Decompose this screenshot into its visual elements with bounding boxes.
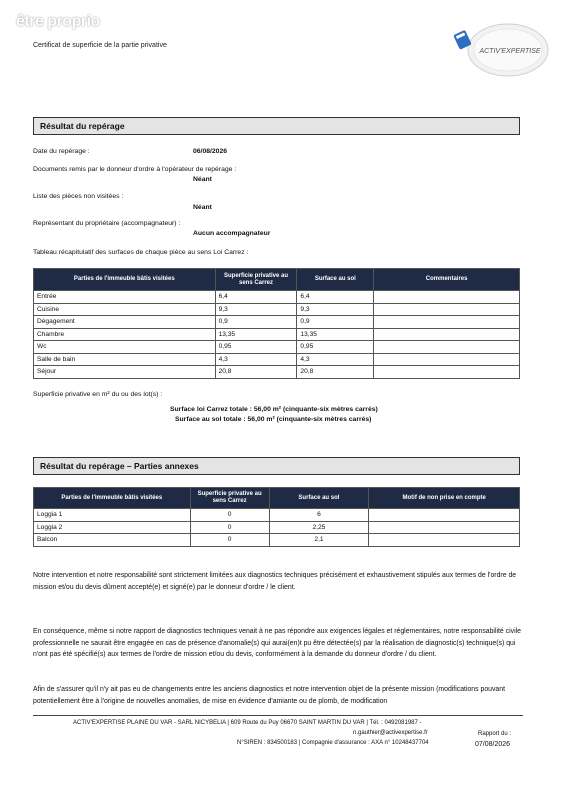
annexes-table: [33, 487, 520, 547]
table-header: Parties de l'immeuble bâtis visitées: [34, 488, 191, 509]
svg-text:ACTIV'EXPERTISE: ACTIV'EXPERTISE: [479, 48, 541, 55]
table-cell: 0: [190, 521, 269, 534]
company-logo: [452, 20, 552, 80]
table-cell: [374, 303, 520, 316]
table-cell: 13,35: [215, 328, 297, 341]
table-cell: 9,3: [215, 303, 297, 316]
table-cell: Salle de bain: [34, 353, 216, 366]
table-header: Surface au sol: [297, 269, 374, 291]
table-cell: 6,4: [297, 291, 374, 304]
table-cell: 20,8: [215, 366, 297, 379]
table-header: Surface au sol: [269, 488, 369, 509]
table-cell: 0: [190, 509, 269, 522]
table-row: [34, 366, 520, 379]
non-visited-label: Liste des pièces non visitées :: [33, 193, 124, 200]
table-header: Motif de non prise en compte: [369, 488, 520, 509]
table-cell: 4,3: [297, 353, 374, 366]
report-date-value: 07/08/2026: [475, 741, 511, 748]
table-header: Superficie privative au sens Carrez: [215, 269, 297, 291]
table-cell: 0: [190, 534, 269, 547]
document-title: Certificat de superficie de la partie privative: [33, 42, 167, 49]
table-row: [34, 341, 520, 354]
table-cell: [369, 509, 520, 522]
table-header-row: [34, 269, 520, 291]
table-cell: Cuisine: [34, 303, 216, 316]
documents-label: Documents remis par le donneur d'ordre à l'opérateur de repérage :: [33, 166, 237, 173]
table-cell: 13,35: [297, 328, 374, 341]
table-row: [34, 534, 520, 547]
total-sol: Surface au sol totale : 56,00 m² (cinquante-six mètres carrés): [175, 416, 372, 423]
table-cell: Dégagement: [34, 316, 216, 329]
table-row: [34, 291, 520, 304]
table-cell: 0,95: [215, 341, 297, 354]
footer-company-line: ACTIV'EXPERTISE PLAINE DU VAR - SARL NICYBELIA | 609 Route du Puy 06670 SAINT MARTIN DU VAR | Tél. : 0492081987 -: [73, 720, 422, 726]
table-cell: [374, 341, 520, 354]
date-label: Date du repérage :: [33, 148, 90, 155]
table-cell: 6: [269, 509, 369, 522]
table-cell: [374, 316, 520, 329]
section-title-annexes: Résultat du repérage – Parties annexes: [33, 457, 520, 475]
documents-value: Néant: [193, 176, 212, 183]
date-value: 06/08/2026: [193, 148, 228, 155]
superficie-label: Superficie privative en m² du ou des lot(s) :: [33, 391, 163, 398]
table-cell: 6,4: [215, 291, 297, 304]
table-header: Parties de l'immeuble bâtis visitées: [34, 269, 216, 291]
table-cell: [369, 534, 520, 547]
table-cell: 2,1: [269, 534, 369, 547]
table-cell: 0,9: [215, 316, 297, 329]
table-intro: Tableau récapitulatif des surfaces de chaque pièce au sens Loi Carrez :: [33, 249, 249, 256]
watermark: être proprio: [16, 13, 100, 30]
table-row: [34, 509, 520, 522]
table-cell: 0,9: [297, 316, 374, 329]
non-visited-value: Néant: [193, 204, 212, 211]
total-carrez: Surface loi Carrez totale : 56,00 m² (cinquante-six mètres carrés): [170, 406, 378, 413]
paragraph-changements: Afin de s'assurer qu'il n'y ait pas eu de changements entre les anciens diagnostics et notre intervention objet de la présente mission (modifications pouvant potentiellement être à l'origine de nouvelles anomalies, de mise en évidence d'amiante ou de plomb, de modification: [33, 686, 506, 705]
representative-value: Aucun accompagnateur: [193, 230, 271, 237]
table-header-row: [34, 488, 520, 509]
table-header: Superficie privative au sens Carrez: [190, 488, 269, 509]
table-cell: [374, 353, 520, 366]
table-cell: 20,8: [297, 366, 374, 379]
representative-label: Représentant du propriétaire (accompagnateur) :: [33, 220, 181, 227]
table-cell: Séjour: [34, 366, 216, 379]
table-cell: [374, 291, 520, 304]
table-cell: 2,25: [269, 521, 369, 534]
table-cell: Loggia 2: [34, 521, 191, 534]
table-cell: [374, 366, 520, 379]
table-cell: [374, 328, 520, 341]
surfaces-table: [33, 268, 520, 379]
table-row: [34, 521, 520, 534]
table-header: Commentaires: [374, 269, 520, 291]
table-cell: 0,95: [297, 341, 374, 354]
table-cell: 4,3: [215, 353, 297, 366]
table-cell: Wc: [34, 341, 216, 354]
report-date-label: Rapport du :: [478, 731, 512, 737]
table-cell: Entrée: [34, 291, 216, 304]
table-row: [34, 316, 520, 329]
footer-siren-line: N°SIREN : 834500183 | Compagnie d'assurance : AXA n° 10248437704: [237, 740, 429, 746]
footer-email: n.gauthier@activexpertise.fr: [353, 730, 428, 736]
table-cell: 9,3: [297, 303, 374, 316]
table-row: [34, 328, 520, 341]
table-cell: [369, 521, 520, 534]
table-cell: Chambre: [34, 328, 216, 341]
table-row: [34, 303, 520, 316]
footer-divider: [33, 715, 523, 716]
paragraph-consequence: En conséquence, même si notre rapport de diagnostics techniques venait à ne pas répondre aux exigences légales et réglementaires, notre responsabilité civile professionnelle ne saurait être engagée en cas de présence d'anomalie(s) qui aurai(en)t pu être détectée(s) par la réalisation de diagnostic(s) technique(s) qui n'ont pas été spécifié(s) aux termes de l'ordre de mission et/ou du devis, conformément à la demande du donneur d'ordre / du client.: [33, 628, 521, 658]
paragraph-responsabilite: Notre intervention et notre responsabilité sont strictement limitées aux diagnostics techniques précisément et exhaustivement stipulés aux termes de l'ordre de mission et/ou du devis dûment accepté(e) et signé(e) par le donneur d'ordre / le client.: [33, 572, 517, 591]
table-cell: Balcon: [34, 534, 191, 547]
table-cell: Loggia 1: [34, 509, 191, 522]
table-row: [34, 353, 520, 366]
section-title-repérage: Résultat du repérage: [33, 117, 520, 135]
